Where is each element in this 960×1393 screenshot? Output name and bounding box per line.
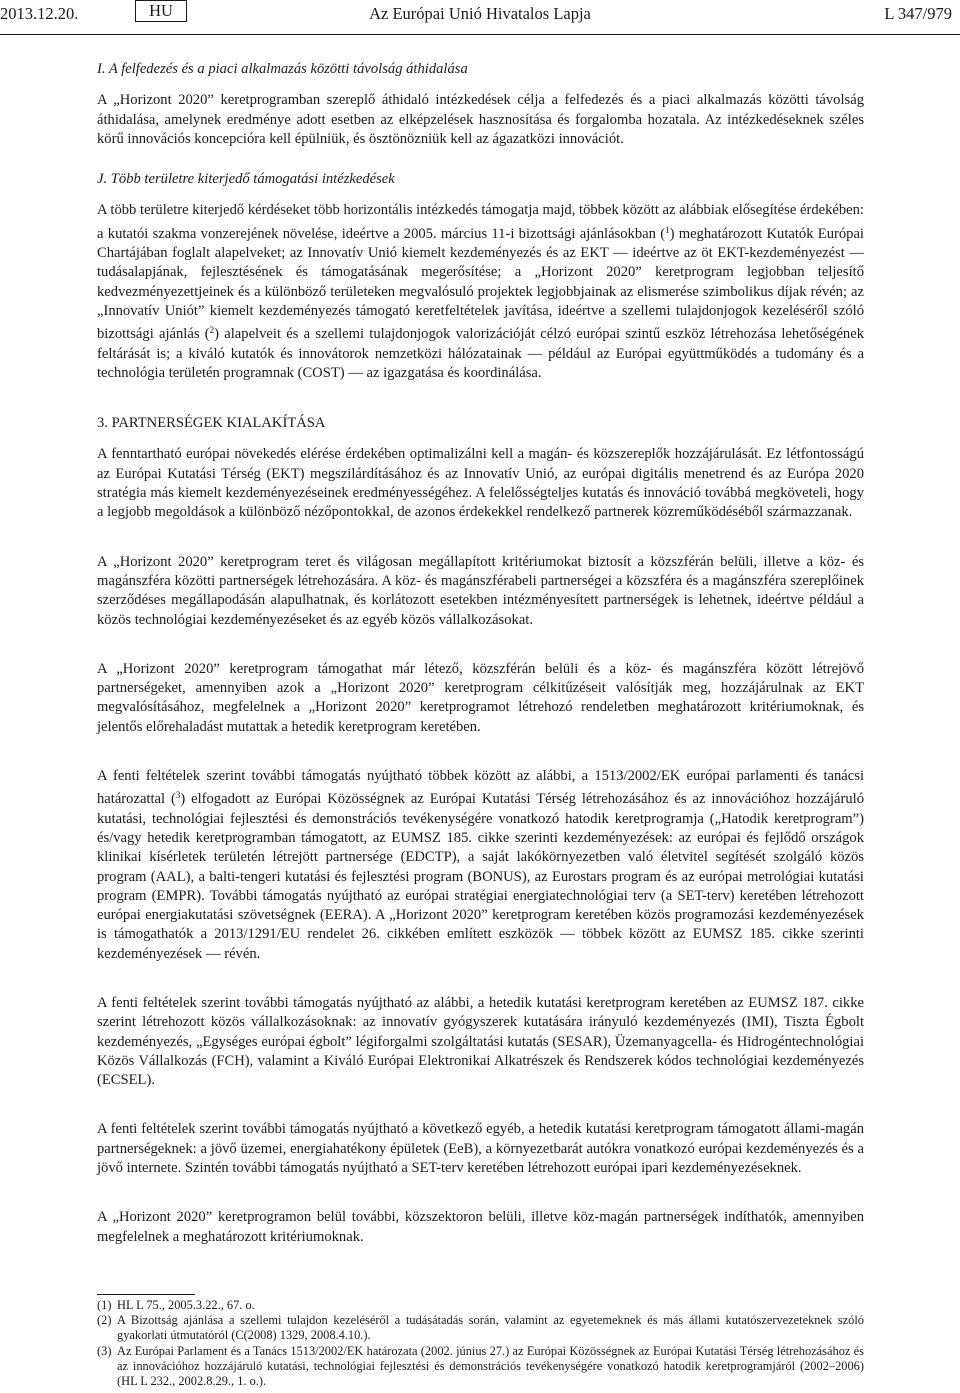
section-3-paragraph-4-text-1: A fenti feltételek szerint további támogatás nyújtható többek között az alábbi, a 1513/2002/EK európai parlamenti és tanácsi határozattal ( bbox=[97, 768, 864, 808]
footnote-1 bbox=[97, 1298, 864, 1313]
section-3-paragraph-2: A „Horizont 2020” keretprogram teret és világosan megállapított kritériumokat biztosít a közszférán belüli, illetve a köz- és magánszféra közötti partnerségek létrehozására. A köz- és magánszférabeli partnerségei a közszféra és a magánszféra szereplőinek szerződéses megállapodásán alapulhatnak, és korlátozott esetekben intézményesített partnerségek is lehetnek, ideértve például a közös technológiai kezdeményezéseket és az egyéb közös vállalkozásokat. bbox=[97, 553, 864, 628]
section-3-paragraph-3: A „Horizont 2020” keretprogram támogathat már létező, közszférán belüli és a köz- és magánszféra között létrejövő partnerségeket, amennyiben azok a „Horizont 2020” keretprogram célkitűzéseit valósítják meg, hozzájárulnak az EKT megvalósításához, megfelelnek a „Horizont 2020” keretprogramot létrehozó rendeletben meghatározott kritériumoknak, és jelentős előrehaladást mutattak a hetedik keretprogram keretében. bbox=[97, 660, 864, 735]
section-j-text-1: A több területre kiterjedő kérdéseket több horizontális intézkedés támogatja majd, többek között az alábbiak elősegítése érdekében: a kutatói szakma vonzerejének növelése, ideértve a 2005. március 11-i bizottsági ajánlásokban ( bbox=[97, 202, 864, 242]
footnotes bbox=[97, 1298, 864, 1389]
section-j-text-2: ) meghatározott Kutatók Európai Chartájában foglalt alapelveket; az Innovatív Unió kiemelt kezdeményezés és az EKT — ideértve az öt EKT-kezdeményezést — tudásalapjának, fejlesztésének és támogatásának megerősítése; a „Horizont 2020” keretprogram legjobban teljesítő kedvezményezettjeinek és a különböző területeken megvalósuló projektek legjobbjainak az elismerése szimbolikus díjak révén; az „Innovatív Uniót” kiemelt kezdeményezés támogató keretfeltételek javítása, ideértve a szellemi tulajdonjogok kezeléséről szóló bizottsági ajánlás ( bbox=[97, 225, 864, 343]
footnote-1-mark: (1) bbox=[97, 1298, 112, 1312]
section-3-paragraph-1: A fenntartható európai növekedés elérése érdekében optimalizálni kell a magán- és közszereplők hozzájárulását. Ez létfontosságú az Európai Kutatási Térség (EKT) megszilárdításához és az Innovatív Unió, az európai digitális menetrend és az Európa 2020 stratégia más kiemelt kezdeményezéseinek eredményességéhez. A felelősségteljes kutatás és innováció továbbá megköveteli, hogy a legjobb megoldások a különböző nézőpontokkal, de azonos érdekekkel rendelkező partnerek közreműködéséből származzanak. bbox=[97, 446, 864, 521]
page-header bbox=[0, 0, 960, 30]
footnote-ref-1[interactable]: 1 bbox=[665, 224, 670, 235]
footnote-2-mark: (2) bbox=[97, 1313, 112, 1328]
footnote-ref-2[interactable]: 2 bbox=[209, 325, 215, 336]
section-i-paragraph: A „Horizont 2020” keretprogramban szereplő áthidaló intézkedések célja a felfedezés és a piaci alkalmazás közötti távolság áthidalása, amelynek eredménye adott esetben az elképzelések hasznosítása és forgalomba hozatala. Az intézkedéseknek széles körű innovációs koncepcióra kell épülniük, és ösztönözniük kell az ágazatközi innovációt. bbox=[97, 92, 864, 147]
section-3-paragraph-6: A fenti feltételek szerint további támogatás nyújtható a következő egyéb, a hetedik kutatási keretprogram támogatott állami-magán partnerségeknek: a jövő üzemei, energiahatékony épületek (EeB), a környezetbarát autókra vonatkozó európai kezdeményezés és a jövő internete. Szintén további támogatás nyújtható a SET-terv keretében létrehozott európai ipari kezdeményezéseknek. bbox=[97, 1121, 864, 1177]
section-j-paragraph bbox=[97, 201, 864, 383]
header-rule bbox=[0, 34, 960, 35]
language-badge: HU bbox=[135, 0, 187, 22]
document-body bbox=[97, 60, 864, 1247]
section-3-paragraph-4 bbox=[97, 767, 864, 964]
footnote-2 bbox=[97, 1313, 864, 1343]
footnote-1-text: HL L 75., 2005.3.22., 67. o. bbox=[117, 1298, 255, 1312]
section-3-paragraph-4-text-2: ) elfogadott az Európai Közösségnek az Európai Kutatási Térség létrehozásához és az innovációhoz hozzájáruló kutatási, technológiai fejlesztési és demonstrációs tevékenységére vonatkozó hatodik keretprogramja („Hatodik keretprogram”) és/vagy hetedik keretprogramban támogatott, az EUMSZ 185. cikke szerinti kezdeményezések: az európai és fejlődő országok klinikai kísérletek területén létrejött partnersége (EDCTP), a saját lakókörnyezetben való életvitel segítését szolgáló közös program (AAL), a balti-tengeri kutatási és fejlesztési program (BONUS), az Eurostars program és az európai metrológiai kutatási program (EMPR). További támogatás nyújtható az európai stratégiai energiatechnológiai terv (a SET-terv) keretében létrehozott európai energiakutatási szövetségnek (EERA). A „Horizont 2020” keretprogram keretében közös programozási kezdeményezések is támogathatók a 2013/1291/EU rendelet 26. cikkében említett eszközök — többek között az EUMSZ 185. cikke szerinti kezdeményezések — révén. bbox=[97, 791, 864, 962]
journal-title: Az Európai Unió Hivatalos Lapja bbox=[369, 4, 591, 23]
section-3-paragraph-7: A „Horizont 2020” keretprogramon belül további, közszektoron belüli, illetve köz-magán partnerségek indíthatók, amennyiben megfelelnek a meghatározott kritériumoknak. bbox=[97, 1209, 864, 1245]
section-i-heading: I. A felfedezés és a piaci alkalmazás közötti távolság áthidalása bbox=[97, 61, 468, 77]
footnote-ref-3[interactable]: 3 bbox=[175, 790, 181, 801]
footnote-3-mark: (3) bbox=[97, 1343, 112, 1358]
section-3-heading: 3. PARTNERSÉGEK KIALAKÍTÁSA bbox=[97, 415, 326, 432]
footnote-3-text: Az Európai Parlament és a Tanács 1513/2002/EK határozata (2002. június 27.) az Európai Közösségnek az Európai Kutatási Térség létrehozásához és az innovációhoz hozzájáruló kutatási, technológiai fejlesztési és demonstrációs tevékenységére vonatkozó hatodik keretprogramjáról (2002–2006) (HL L 232., 2002.8.29., 1. o.). bbox=[117, 1343, 864, 1389]
section-j-heading: J. Több területre kiterjedő támogatási intézkedések bbox=[97, 171, 395, 188]
page-number: L 347/979 bbox=[884, 4, 952, 23]
publication-date: 2013.12.20. bbox=[0, 4, 79, 23]
section-j-text-3: ) alapelveit és a szellemi tulajdonjogok valorizációját célzó európai szintű eszköz létrehozása lehetőségének feltárását is; a kiváló kutatók és innovátorok nemzetközi hálózatainak — például az Európai együttműködés a tudomány és a technológia területén programnak (COST) — az igazgatása és koordinálása. bbox=[97, 326, 864, 381]
footnote-3 bbox=[97, 1344, 864, 1390]
footnote-rule bbox=[97, 1294, 195, 1295]
section-3-paragraph-5: A fenti feltételek szerint további támogatás nyújtható az alábbi, a hetedik kutatási keretprogram keretében az EUMSZ 187. cikke szerint létrehozott közös vállalkozásoknak: az innovatív gyógyszerek kutatására irányuló kezdeményezés (IMI), Tiszta Égbolt kezdeményezés, „Egységes európai égbolt” légiforgalmi szolgáltatási kutatás (SESAR), Üzemanyagcella- és Hidrogéntechnológiai Közös Vállalkozás (FCH), valamint a Kiváló Európai Elektronikai Alkatrészek és Rendszerek kódos technológiai kezdeményezés (ECSEL). bbox=[97, 994, 864, 1089]
footnote-2-text: A Bizottság ajánlása a szellemi tulajdon kezeléséről a tudásátadás során, valamint az egyetemeknek és más állami kutatószervezeteknek szóló gyakorlati útmutatóról (C(2008) 1329, 2008.4.10.). bbox=[117, 1313, 864, 1343]
